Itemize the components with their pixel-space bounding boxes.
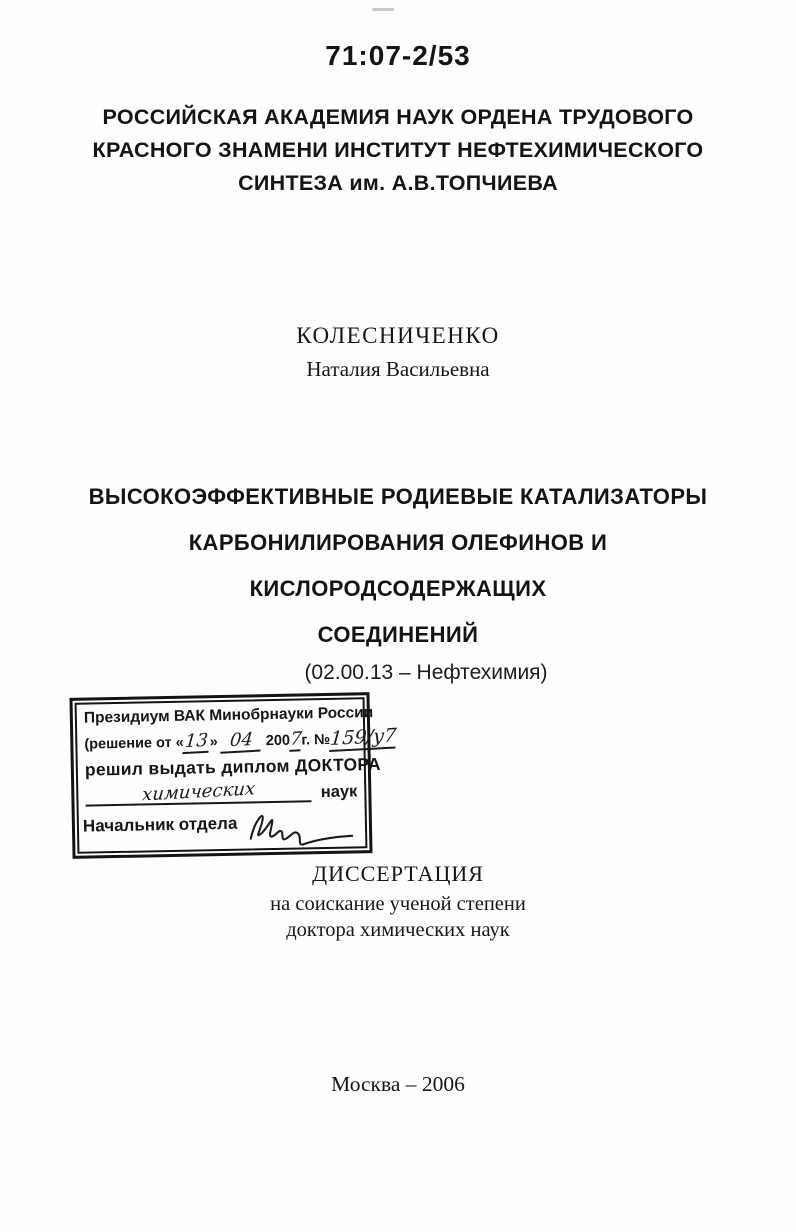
- dissertation-subtitle-1: на соискание ученой степени: [270, 893, 526, 915]
- city-year-footer: Москва – 2006: [331, 1072, 465, 1096]
- stamp-decision-line: [84, 724, 398, 755]
- institution-header: [70, 101, 726, 200]
- stamp-inner-border: [75, 697, 398, 854]
- stamp-day-handwritten: 13: [183, 730, 211, 754]
- institution-line-3: СИНТЕЗА им. А.В.ТОПЧИЕВА: [238, 171, 558, 195]
- title-line-1: ВЫСОКОЭФФЕКТИВНЫЕ РОДИЕВЫЕ КАТАЛИЗАТОРЫ: [88, 484, 708, 509]
- catalog-number: 71:07-2/53: [325, 40, 471, 71]
- stamp-degree-field: [85, 779, 312, 806]
- dissertation-subtitle-2: доктора химических наук: [286, 919, 510, 941]
- stamp-issuer: Президиум ВАК Минобрнауки России: [83, 704, 374, 727]
- stamp-year-suffix: г. №: [301, 731, 331, 749]
- specialty-code: (02.00.13 – Нефтехимия): [304, 661, 548, 684]
- title-line-2: КАРБОНИЛИРОВАНИЯ ОЛЕФИНОВ И КИСЛОРОДСОДЕРЖАЩИХ: [188, 530, 608, 601]
- institution-line-1: РОССИЙСКАЯ АКАДЕМИЯ НАУК ОРДЕНА ТРУДОВОГО: [102, 105, 694, 129]
- stamp-degree-suffix: наук: [320, 782, 358, 802]
- stamp-month-handwritten: 04: [221, 728, 263, 753]
- title-line-3: СОЕДИНЕНИЙ: [317, 622, 479, 647]
- stamp-decision-prefix: (решение от «: [84, 734, 184, 753]
- stamp-resolution: решил выдать диплом ДОКТОРА: [84, 753, 382, 780]
- scan-artifact: [372, 8, 394, 11]
- stamp-signer-line: [83, 803, 359, 844]
- stamp-year-printed: 200: [265, 732, 291, 750]
- author-fullname: Наталия Васильевна: [306, 357, 490, 381]
- institution-line-2: КРАСНОГО ЗНАМЕНИ ИНСТИТУТ НЕФТЕХИМИЧЕСКОГО: [92, 138, 704, 162]
- author-surname: КОЛЕСНИЧЕНКО: [296, 323, 500, 348]
- stamp-degree-handwritten: химических: [141, 778, 256, 806]
- signature-mark: [243, 803, 358, 849]
- stamp-close-quote: »: [209, 734, 218, 751]
- stamp-degree-line: [85, 778, 357, 806]
- stamp-year-handwritten: 7: [289, 728, 302, 752]
- vak-approval-stamp: [69, 692, 398, 859]
- stamp-signer-label: Начальник отдела: [82, 813, 238, 836]
- dissertation-heading: ДИССЕРТАЦИЯ: [312, 861, 484, 886]
- dissertation-type-block: [0, 861, 796, 943]
- dissertation-title: [55, 474, 741, 658]
- stamp-number-handwritten: 159/у7: [329, 724, 397, 752]
- author-block: [0, 323, 796, 382]
